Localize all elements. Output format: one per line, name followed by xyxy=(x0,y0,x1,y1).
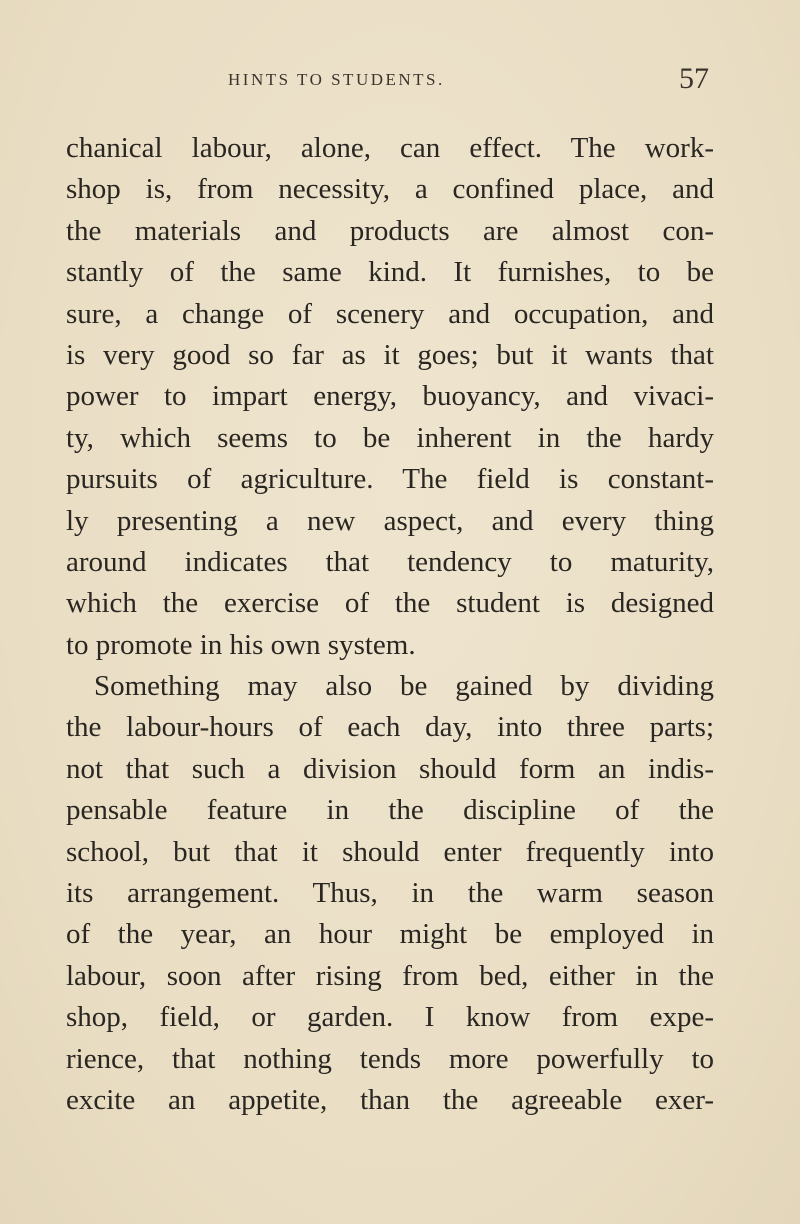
text-line: shop, field, or garden. I know from expe- xyxy=(66,1001,714,1034)
text-line: the labour-hours of each day, into three parts; xyxy=(66,711,714,744)
text-line: sure, a change of scenery and occupation, and xyxy=(66,297,714,330)
text-line: ly presenting a new aspect, and every thing xyxy=(66,504,714,537)
text-line: excite an appetite, than the agreeable exer- xyxy=(66,1083,714,1116)
running-head: HINTS TO STUDENTS. xyxy=(228,70,445,89)
text-line: pensable feature in the discipline of the xyxy=(66,794,714,827)
text-line: chanical labour, alone, can effect. The work- xyxy=(66,132,714,164)
text-line: school, but that it should enter frequently into xyxy=(66,835,714,868)
text-line: power to impart energy, buoyancy, and vivaci- xyxy=(66,380,714,413)
text-line: rience, that nothing tends more powerfully to xyxy=(66,1042,714,1075)
text-line: shop is, from necessity, a confined place, and xyxy=(66,173,714,206)
text-line: which the exercise of the student is designed xyxy=(66,587,714,620)
page-header xyxy=(0,62,800,102)
text-line: its arrangement. Thus, in the warm season xyxy=(66,877,714,910)
text-line: the materials and products are almost con- xyxy=(66,214,714,247)
text-line: Something may also be gained by dividing xyxy=(94,670,714,703)
text-line: ty, which seems to be inherent in the hardy xyxy=(66,421,714,454)
text-line: stantly of the same kind. It furnishes, to be xyxy=(66,256,714,289)
text-line: not that such a division should form an indis- xyxy=(66,752,714,785)
text-line: labour, soon after rising from bed, either in the xyxy=(66,959,714,992)
text-line: of the year, an hour might be employed in xyxy=(66,918,714,951)
body-text xyxy=(66,128,714,1121)
text-line: around indicates that tendency to maturity, xyxy=(66,545,714,578)
text-line: to promote in his own system. xyxy=(66,628,416,661)
text-line: pursuits of agriculture. The field is constant- xyxy=(66,463,714,496)
text-line: is very good so far as it goes; but it wants that xyxy=(66,338,714,371)
page-number: 57 xyxy=(679,62,709,95)
